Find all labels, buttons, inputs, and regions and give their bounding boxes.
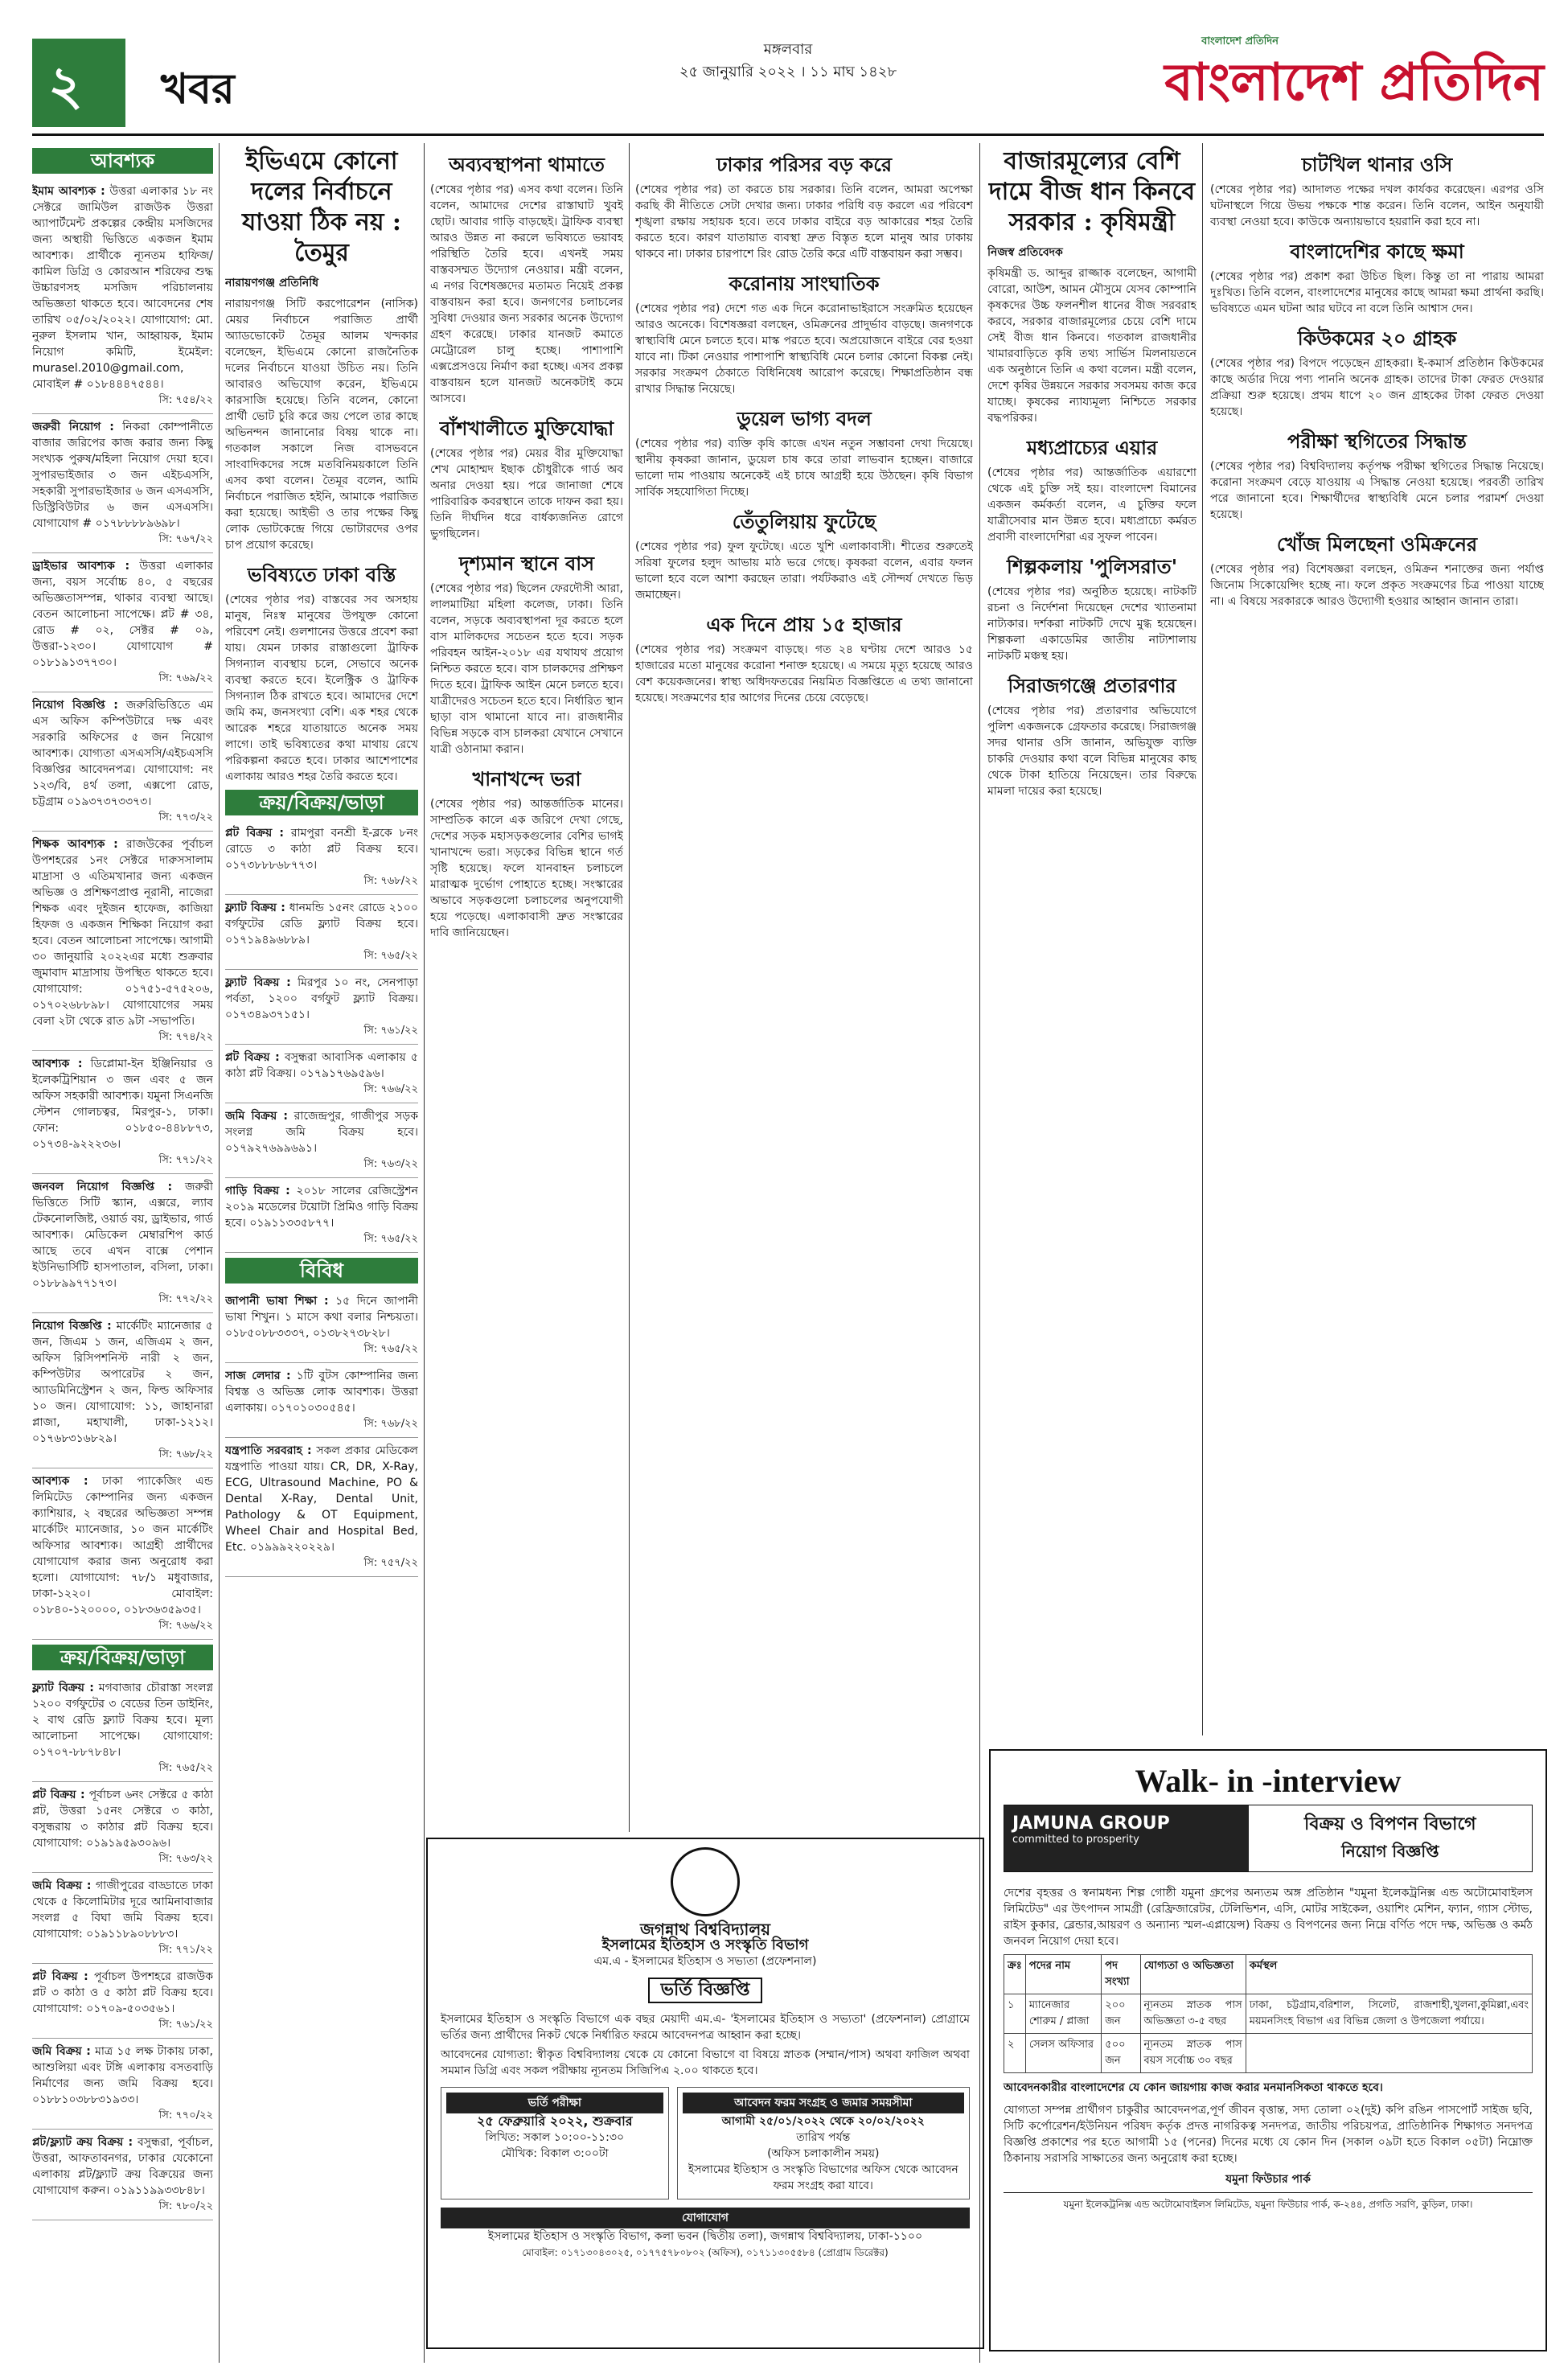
- classified-phone: ০১৮৫০৮৮৩৩৩৭, ০১৩৮২৭৩৮২৮।: [225, 1327, 390, 1340]
- classified-text: মার্কেটিং ম্যানেজার ৫ জন, জিএম ১ জন, এজিএম ২ জন, অফিস রিসিপশনিস্ট নারী ২ জন, কম্পিউটার অপারেটর ২ জন, অ্যাডমিনিস্ট্রেশন ২ জন, ফিল্ড অফিসার ১০ জন। যোগাযোগ: ১১, জাহানারা প্লাজা, মহাখালী, ঢাকা-১২১২।: [32, 1320, 213, 1429]
- classified-phone: যোগাযোগ: ০১৭০৯-৫০৩৫৬১।: [32, 2002, 175, 2015]
- date-block: [547, 39, 1029, 84]
- sale-header: ক্রয়/বিক্রয়/ভাড়া: [32, 1645, 213, 1670]
- walkin-title: Walk- in -interview: [1135, 1763, 1402, 1799]
- article-body: (শেষের পৃষ্ঠার পর) আন্তর্জাতিক মানের। সাম্প্রতিক কালে এক জরিপে দেখা গেছে, দেশের সড়ক মহাসড়কগুলোর বেশির ভাগই খানাখন্দে ভরা। সড়কের বিভিন্ন স্থানে গর্ত সৃষ্টি হয়েছে। ফলে যানবাহন চলাচলে মারাত্মক দুর্ভোগ পোহাতে হচ্ছে। সংস্কারের অভাবে সড়কগুলো চলাচলের অনুপযোগী হয়ে পড়েছে। এলাকাবাসী দ্রুত সংস্কারের দাবি জানিয়েছেন।: [430, 798, 623, 939]
- day: মঙ্গলবার: [763, 41, 813, 58]
- classified-text: ঢাকা প্যাকেজিং এন্ড লিমিটেড কোম্পানির জন্য একজন ক্যাশিয়ার, ২ বছরের অভিজ্ঞতা সম্পন্ন মার্কেটিং ম্যানেজার, ১০ জন মার্কেটিং অফিসার আবশ্যক। আগ্রহী প্রার্থীদের যোগাযোগ করার জন্য অনুরোধ করা হলো।: [32, 1475, 213, 1584]
- page-number: ২: [48, 54, 83, 117]
- classified-code: সি: ৭৫৭/২২: [363, 1557, 418, 1569]
- company-logo: [1004, 1805, 1249, 1871]
- classified-title: ফ্ল্যাট বিক্রয় :: [32, 1682, 94, 1694]
- classified-title: ড্রাইভার আবশ্যক :: [32, 560, 130, 573]
- university-logo-icon: [671, 1847, 740, 1916]
- admission-title: ভর্তি বিজ্ঞপ্তি: [648, 1978, 763, 2003]
- classified-item: [225, 820, 418, 895]
- headline-corona: করোনায় সাংঘাতিক: [729, 272, 880, 295]
- article-body: (শেষের পৃষ্ঠার পর) আন্তর্জাতিক এয়ারশো থেকে এই চুক্তি সই হয়। বাংলাদেশ বিমানের একজন কর্মকর্তা বলেন, এ চুক্তির ফলে যাত্রীসেবার মান উন্নত হবে। মধ্যপ্রাচ্যে কর্মরত প্রবাসী বাংলাদেশিরা এর সুফল পাবেন।: [987, 466, 1197, 544]
- admission-intro: ইসলামের ইতিহাস ও সংস্কৃতি বিভাগে এক বছর মেয়াদী এম.এ- 'ইসলামের ইতিহাস ও সভ্যতা' (প্রফেশনাল) প্রোগ্রামে ভর্তির জন্য প্রার্থীদের নিকট থেকে নির্ধারিত ফরমে আবেদনপত্র আহ্বান করা হচ্ছে।: [441, 2013, 970, 2042]
- classified-text: রাজেন্দ্রপুর, গাজীপুর সড়ক সংলগ্ন জমি বিক্রয় হবে।: [225, 1110, 418, 1139]
- classified-title: প্লট বিক্রয় :: [32, 1970, 88, 1983]
- classified-phone: ০১৮৮১০৩৮৮৩১৯৩৩।: [32, 2093, 139, 2106]
- classified-code: সি: ৭৬৬/২২: [158, 1620, 213, 1632]
- article-body: (শেষের পৃষ্ঠার পর) বাস্তবের সব অসহায় মানুষ, নিঃস্ব মানুষের উপযুক্ত কোনো পরিবেশ নেই। গুলশানের উত্তরে প্রবেশ করা যায়। যেমন ঢাকার রাস্তাগুলো ট্রাফিক সিগন্যাল ব্যবস্থায় চলে, সেভাবে অনেক ব্যবস্থা করতে হবে। ইলেক্ট্রিক ও ট্রাফিক সিগন্যাল ঠিক রাখতে হবে। আমাদের দেশে জমি কম, জনসংখ্যা বেশি। এক শহর থেকে আরেক শহরে যাতায়াতে অনেক সময় লাগে। তাই ভবিষ্যতের কথা মাথায় রেখে পরিকল্পনা করতে হবে। ঢাকার আশেপাশের এলাকায় আরও শহর তৈরি করতে হবে।: [225, 594, 418, 783]
- column-divider: [1202, 143, 1203, 1735]
- vacancy-table: [1004, 1954, 1533, 2073]
- classified-text: মগবাজার চৌরাস্তা সংলগ্ন ১২০০ বর্গফুটের ৩ বেডের তিন ডাইনিং, ২ বাথ রেডি ফ্ল্যাট বিক্রয় হবে। মূল্য আলোচনা সাপেক্ষে।: [32, 1682, 213, 1743]
- classified-title: আবশ্যক :: [32, 1058, 83, 1070]
- classified-phone: ০১৭৬৮৩১৬৮২৯।: [32, 1432, 117, 1445]
- column-2: [225, 143, 418, 2363]
- department-name: ইসলামের ইতিহাস ও সংস্কৃতি বিভাগ: [601, 1937, 809, 1953]
- classified-phone: যোগাযোগ # ০১৭৮৮৮৮৯৬৯৮।: [32, 517, 180, 530]
- classified-phone: ০১৯১১৩৩৫৮৭৭।: [249, 1217, 335, 1230]
- classified-item: [225, 895, 418, 970]
- article-body: (শেষের পৃষ্ঠার পর) প্রকাশ করা উচিত ছিল। কিন্তু তা না পারায় আমরা দুঃখিত। তিনি বলেন, বাংলাদেশের মানুষের কাছে আমরা ক্ষমা প্রার্থনা করছি। ভবিষ্যতে এমন ঘটনা আর ঘটবে না বলে তিনি আশ্বাস দেন।: [1210, 270, 1544, 315]
- exam-viva: মৌখিক: বিকাল ৩:০০টা: [500, 2147, 609, 2160]
- brand-name: বাংলাদেশ প্রতিদিন: [1164, 52, 1544, 113]
- classified-title: সাজ লেদার :: [225, 1370, 291, 1382]
- classified-text: পূর্বাচল ৬নং সেক্টরে ৫ কাঠা প্লট, উত্তরা ১৫নং সেক্টরে ৩ কাঠা, বসুন্ধরায় ৩ কাঠার প্লট বিক্রয় হবে।: [32, 1789, 213, 1834]
- classified-code: সি: ৭৬৮/২২: [363, 875, 418, 887]
- classified-code: সি: ৭৬৮/২২: [363, 1418, 418, 1430]
- headline-duel: ডুয়েল ভাগ্য বদল: [737, 407, 872, 430]
- university-name: জগন্নাথ বিশ্ববিদ্যালয়: [639, 1920, 771, 1939]
- classified-item: [32, 553, 213, 692]
- column-divider: [424, 143, 425, 2363]
- classified-title: প্লট বিক্রয় :: [32, 1789, 85, 1801]
- classified-item: [32, 832, 213, 1051]
- classified-title: জাপানী ভাষা শিক্ষা :: [225, 1295, 329, 1308]
- classified-item: [32, 1051, 213, 1174]
- exam-date: ২৫ ফেব্রুয়ারি ২০২২, শুক্রবার: [476, 2113, 633, 2129]
- classified-title: জরুরী নিয়োগ :: [32, 421, 114, 433]
- article-body: কৃষিমন্ত্রী ড. আব্দুর রাজ্জাক বলেছেন, আগামী বোরো, আউশ, আমন মৌসুমে যেসব কোম্পানি কৃষকদের উচ্চ ফলনশীল ধানের বীজ সরবরাহ করবে, সরকার বাজারমূল্যের চেয়ে বেশি দামে সেই বীজ ধান কিনবে। গতকাল রাজধানীর খামারবাড়িতে কৃষি তথ্য সার্ভিস মিলনায়তনে এক অনুষ্ঠানে তিনি এ কথা বলেন। মন্ত্রী বলেন, দেশে কৃষির উন্নয়নে সরকার সবসময় কাজ করে যাচ্ছে। কৃষকের ন্যায্যমূল্য নিশ্চিতে সরকার বদ্ধপরিকর।: [987, 267, 1197, 425]
- headline-evm: ইভিএমে কোনো দলের নির্বাচনে যাওয়া ঠিক নয় : তৈমুর: [241, 147, 402, 267]
- column-3: [430, 143, 623, 1832]
- brand-logo: [1126, 34, 1544, 115]
- company-tagline: committed to prosperity: [1012, 1834, 1139, 1846]
- department: বিক্রয় ও বিপণন বিভাগে: [1304, 1814, 1476, 1834]
- classified-title: প্লট/ফ্ল্যাট ক্রয় বিক্রয় :: [32, 2136, 133, 2149]
- table-cell: ১: [1004, 1994, 1026, 2034]
- form-time: (অফিস চলাকালীন সময়): [767, 2147, 880, 2160]
- classified-code: সি: ৭৬৫/২২: [363, 1343, 418, 1355]
- form-box: [677, 2087, 970, 2199]
- wanted-list: [32, 179, 213, 1640]
- classified-title: জমি বিক্রয় :: [32, 2045, 91, 2058]
- classified-phone: ০১৭৯২৭৬৯৯৬৯১।: [225, 1142, 318, 1155]
- classified-item: [32, 1468, 213, 1640]
- classified-text: গাজীপুরের বাড্ডাতে ঢাকা থেকে ৫ কিলোমিটার দূরে আমিনাবাজার সংলগ্ন ৫ বিঘা জমি বিক্রয় হবে।: [32, 1879, 213, 1924]
- classified-text: নিকরা কোম্পানীতে বাজার জরিপের কাজ করার জন্য কিছু সংখ্যক পুরুষ/মহিলা নিয়োগ দেয়া হবে। সুপারভাইজার ৩ জন এইচএসসি, সহকারী সুপারভাইজার ৬ জন এসএসসি, ডিস্ট্রিবিউটার ৬ জন এসএসসি।: [32, 421, 213, 514]
- classified-code: সি: ৭৬৬/২২: [363, 1083, 418, 1095]
- form-until: তারিখ পর্যন্ত: [796, 2131, 851, 2144]
- exam-label: ভর্তি পরীক্ষা: [446, 2093, 663, 2113]
- table-cell: ২: [1004, 2034, 1026, 2073]
- byline: নারায়ণগঞ্জ প্রতিনিধি: [225, 277, 319, 290]
- sale-list-2: [225, 820, 418, 1253]
- classified-title: নিয়োগ বিজ্ঞপ্তি :: [32, 699, 118, 712]
- walkin-note2: যোগ্যতা সম্পন্ন প্রার্থীগণ চাকুরীর আবেদনপত্র,পূর্ণ জীবন বৃত্তান্ত, সদ্য তোলা ০২(দুই) কপি রঙিন পাসপোর্ট সাইজ ছবি, সিটি কর্পোরেশন/ইউনিয়ন পরিষদ কর্তৃক প্রদত্ত নাগরিকত্ব সনদপত্র, জাতীয় পরিচয়পত্র, প্রাতিষ্ঠানিক শিক্ষাগত সনদপত্র বিজ্ঞপ্তি প্রকাশের পর হতে আগামী ১৫ (পনের) দিনের মধ্যে যে কোন দিন (সকাল ০৯টা হতে বিকাল ০৫টা) নিম্নোক্ত ঠিকানায় সরাসরি সাক্ষাতের জন্য অনুরোধ করা হচ্ছে।: [1004, 2104, 1533, 2165]
- classified-title: গাড়ি বিক্রয় :: [225, 1185, 290, 1197]
- column-4: [635, 143, 973, 1832]
- exam-box: [441, 2087, 669, 2199]
- classified-text: বসুন্ধরা আবাসিক এলাকায় ৫ কাঠা প্লট বিক্রয়।: [225, 1051, 418, 1080]
- classified-title: প্লট বিক্রয় :: [225, 827, 285, 840]
- classified-phone: ০১৭১৯৪৯৬৮৮৯।: [225, 934, 310, 947]
- classified-code: সি: ৭৬৭/২২: [158, 533, 213, 545]
- brand-small: বাংলাদেশ প্রতিদিন: [1201, 35, 1279, 47]
- classified-text: ধানমন্ডি ১৫নং রোডে ২১০০ বর্গফুটের রেডি ফ্ল্যাট বিক্রয় হবে।: [225, 902, 418, 930]
- classified-phone: যোগাযোগ # ০১৮১৯১৩৭৭৩০।: [32, 640, 213, 669]
- classified-item: [32, 1782, 213, 1873]
- classified-phone: ০১৭০১০৩০৫৪৫।: [270, 1402, 355, 1415]
- program-name: এম.এ - ইসলামের ইতিহাস ও সভ্যতা (প্রফেশনাল): [593, 1955, 817, 1968]
- article-body: (শেষের পৃষ্ঠার পর) অনুষ্ঠিত হয়েছে। নাটকটি রচনা ও নির্দেশনা দিয়েছেন দেশের খ্যাতনামা নাট্যকার। দর্শকরা নাটকটি দেখে মুগ্ধ হয়েছেন। শিল্পকলা একাডেমির জাতীয় নাট্যশালায় নাটকটি মঞ্চস্থ হয়।: [987, 585, 1197, 663]
- classified-title: প্লট বিক্রয় :: [225, 1051, 280, 1064]
- sale-header-2: ক্রয়/বিক্রয়/ভাড়া: [225, 790, 418, 815]
- classified-email[interactable]: murasel.2010@gmail.com,: [32, 362, 184, 375]
- classified-title: জমি বিক্রয় :: [225, 1110, 288, 1123]
- classified-code: সি: ৭৫৪/২২: [158, 394, 213, 406]
- classified-text: ২০১৮ সালের রেজিস্ট্রেশন ২০১৯ মডেলের টয়োটা প্রিমিও গাড়ি বিক্রয় হবে।: [225, 1185, 418, 1230]
- column-divider: [629, 143, 630, 1832]
- table-cell: ন্যূনতম স্নাতক পাস বয়স সর্বোচ্চ ৩০ বছর: [1140, 2034, 1246, 2073]
- classified-text: পূর্বাচল উপশহরে রাজউক প্লট ৩ কাঠা ও ৫ কাঠা প্লট বিক্রয় হবে।: [32, 1970, 213, 1999]
- classified-item: [32, 1964, 213, 2039]
- walkin-address: যমুনা ইলেকট্রনিক্স এন্ড অটোমোবাইলস লিমিটেড, যমুনা ফিউচার পার্ক, ক-২৪৪, প্রগতি সরণি, কুড়িল, ঢাকা।: [1004, 2192, 1533, 2212]
- article-body: (শেষের পৃষ্ঠার পর) দেশে গত এক দিনে করোনাভাইরাসে সংক্রমিত হয়েছেন আরও অনেকে। বিশেষজ্ঞরা বলছেন, ওমিক্রনের প্রাদুর্ভাব বাড়ছে। জনগণকে স্বাস্থ্যবিধি মেনে চলতে হবে। মাস্ক পরতে হবে। অপ্রয়োজনে বাইরে বের হওয়া যাবে না। টিকা নেওয়ার পাশাপাশি স্বাস্থ্যবিধি মেনে চলার কোনো বিকল্প নেই। সরকার সংক্রমণ ঠেকাতে বিধিনিষেধ আরোপ করেছে। শিক্ষাপ্রতিষ্ঠান বন্ধ রাখার সিদ্ধান্ত নিয়েছে।: [635, 302, 973, 396]
- headline-dhaka-slum: ভবিষ্যতে ঢাকা বস্তি: [247, 563, 396, 586]
- classified-code: সি: ৭৬৮/২২: [158, 1448, 213, 1460]
- classified-item: [32, 179, 213, 414]
- article-body: (শেষের পৃষ্ঠার পর) আদালত পক্ষের দখল কার্যকর করেছেন। এরপর ওসি ঘটনাস্থলে গিয়ে উভয় পক্ষকে শান্ত করেন। তিনি বলেন, আইন অনুযায়ী ব্যবস্থা নেওয়া হবে। কাউকে অন্যায়ভাবে হয়রানি করা হবে না।: [1210, 183, 1544, 228]
- article-body: (শেষের পৃষ্ঠার পর) বিশেষজ্ঞরা বলছেন, ওমিক্রন শনাক্তের জন্য পর্যাপ্ত জিনোম সিকোয়েন্সিং হচ্ছে না। ফলে প্রকৃত সংক্রমণের চিত্র পাওয়া যাচ্ছে না। এ বিষয়ে সরকারকে আরও উদ্যোগী হওয়ার আহ্বান জানান তারা।: [1210, 563, 1544, 608]
- classified-phone: যোগাযোগ: ৭৮/১ মধুবাজার, ঢাকা-১২২০। মোবাইল: ০১৮৪০-১২০০০০, ০১৮৩৬৩৫৯৩৫।: [32, 1571, 213, 1616]
- classified-item: [32, 1313, 213, 1468]
- classified-item: [225, 1363, 418, 1438]
- classified-text: ১৫ দিনে জাপানী ভাষা শিখুন। ১ মাসে কথা বলার নিশ্চয়তা।: [225, 1295, 418, 1324]
- headline-qcoom: কিউকমের ২০ গ্রাহক: [1297, 327, 1457, 350]
- headline-potholes: খানাখন্দে ভরা: [472, 767, 581, 791]
- article-body: (শেষের পৃষ্ঠার পর) মেয়র বীর মুক্তিযোদ্ধা শেখ মোহাম্মদ ইছাক চৌধুরীকে গার্ড অব অনার দেওয়া হয়। পরে জানাজা শেষে পারিবারিক কবরস্থানে তাকে দাফন করা হয়। তিনি দীর্ঘদিন ধরে বার্ধক্যজনিত রোগে ভুগছিলেন।: [430, 447, 623, 540]
- company-name: JAMUNA GROUP: [1012, 1813, 1170, 1834]
- classified-title: ইমাম আবশ্যক :: [32, 185, 105, 198]
- table-row: [1004, 1994, 1533, 2034]
- classified-item: [225, 970, 418, 1045]
- wanted-header: আবশ্যক: [32, 148, 213, 174]
- classified-code: সি: ৭৭২/২২: [158, 1293, 213, 1305]
- article-body: (শেষের পৃষ্ঠার পর) বিশ্ববিদ্যালয় কর্তৃপক্ষ পরীক্ষা স্থগিতের সিদ্ধান্ত নিয়েছে। করোনা সংক্রমণ বেড়ে যাওয়ায় এ সিদ্ধান্ত নেওয়া হয়েছে। পরবর্তী তারিখ পরে জানানো হবে। শিক্ষার্থীদের স্বাস্থ্যবিধি মেনে চলার পরামর্শ দেওয়া হয়েছে।: [1210, 460, 1544, 521]
- classified-item: [225, 1288, 418, 1363]
- classified-code: সি: ৭৭৪/২২: [158, 1031, 213, 1043]
- classified-phone: যোগাযোগ: ০১৭৫১-৫৭৫২০৬, ০১৭০২৬৮৮৯৮। যোগাযোগের সময় বেলা ২টা থেকে রাত ৯টা -সভাপতি।: [32, 983, 213, 1028]
- misc-list: [225, 1288, 418, 1577]
- classified-text: রামপুরা বনশ্রী ই-ব্লকে ৮নং রোডে ৩ কাঠা প্লট বিক্রয় হবে।: [225, 827, 418, 856]
- article-body: (শেষের পৃষ্ঠার পর) সংক্রমণ বাড়ছে। গত ২৪ ঘণ্টায় দেশে আরও ১৫ হাজারের মতো মানুষের করোনা শনাক্ত হয়েছে। এ সময়ে মৃত্যু হয়েছে আরও বেশ কয়েকজনের। স্বাস্থ্য অধিদফতরের নিয়মিত বিজ্ঞপ্তিতে এ তথ্য জানানো হয়েছে। সংক্রমণের হার আগের দিনের চেয়ে বেড়েছে।: [635, 643, 973, 704]
- classified-code: সি: ৭৬৫/২২: [363, 1233, 418, 1245]
- article-body: (শেষের পৃষ্ঠার পর) প্রতারণার অভিযোগে পুলিশ একজনকে গ্রেফতার করেছে। সিরাজগঞ্জ সদর থানার ওসি জানান, অভিযুক্ত ব্যক্তি চাকরি দেওয়ার কথা বলে বিভিন্ন মানুষের কাছ থেকে টাকা হাতিয়ে নিয়েছেন। তার বিরুদ্ধে মামলা দায়ের করা হয়েছে।: [987, 704, 1197, 798]
- column-5: [987, 143, 1197, 1735]
- classified-item: [32, 2130, 213, 2220]
- classified-title: নিয়োগ বিজ্ঞপ্তি :: [32, 1320, 112, 1333]
- table-cell: সেলস অফিসার: [1025, 2034, 1101, 2073]
- article-body: (শেষের পৃষ্ঠার পর) ফুল ফুটেছে। এতে খুশি এলাকাবাসী। শীতের শুরুতেই সরিষা ফুলের হলুদ আভায় মাঠ ভরে গেছে। কৃষকরা বলেন, এবার ফলন ভালো হবে বলে আশা করছেন তারা। পর্যটকরাও এই সৌন্দর্য দেখতে ভিড় জমাচ্ছেন।: [635, 540, 973, 602]
- classified-item: [32, 1174, 213, 1313]
- walkin-intro: দেশের বৃহত্তর ও স্বনামধন্য শিল্প গোষ্ঠী যমুনা গ্রুপের অন্যতম অঙ্গ প্রতিষ্ঠান "যমুনা ইলেকট্রনিক্স এন্ড অটোমোবাইলস লিমিটেড" এর উৎপাদন সামগ্রী (রেফ্রিজারেটর, টেলিভিশন, এসি, মোটর সাইকেল, ওয়াশিং মেশিন, ফ্যান, গ্যাস স্টোভ, রাইস কুকার, ব্লেন্ডার,আয়রণ ও অন্যান্য স্মল-এপ্লায়েন্স) বিক্রয় ও বিপণনের জন্য নিম্নে বর্ণিত পদে দক্ষ, অভিজ্ঞ ও কর্মঠ জনবল নিয়োগ দেয়া হবে।: [1004, 1887, 1533, 1948]
- classified-text: উত্তরা এলাকার ১৮ নং সেক্টরে জামিউল রাজউক উত্তরা অ্যাপার্টমেন্ট প্রকল্পের কেন্দ্রীয় মসজিদের জন্য অস্থায়ী ভিত্তিতে একজন ইমাম আবশ্যক। প্রার্থীকে ন্যূনতম হাফিজ/কামিল ডিগ্রি ও কোরআন শরিফের শুদ্ধ উচ্চারণসহ মসজিদ পরিচালনায় অভিজ্ঞতা থাকতে হবে। আবেদনের শেষ তারিখ ০৫/০২/২০২২। যোগাযোগ: মো. নুরুল ইসলাম খান, আহ্বায়ক, ইমাম নিয়োগ কমিটি, ইমেইল:: [32, 185, 213, 359]
- notice-label: নিয়োগ বিজ্ঞপ্তি: [1341, 1842, 1439, 1861]
- classifieds-column: [32, 143, 213, 2363]
- classified-phone: ০১৮৮৯৯৭৭১৭৩।: [32, 1277, 117, 1290]
- classified-phone: যোগাযোগ: নং ১২৩/বি, ৪র্থ তলা, এক্সপো রোড, চট্টগ্রাম ০১৯৩৭৩৭৩৩৭৩।: [32, 763, 213, 808]
- article-body: নারায়ণগঞ্জ সিটি করপোরেশন (নাসিক) মেয়র নির্বাচনে পরাজিত প্রার্থী অ্যাডভোকেট তৈমূর আলম খন্দকার বলেছেন, ইভিএমে কোনো রাজনৈতিক দলের নির্বাচনে যাওয়া উচিত নয়। তিনি আবারও অভিযোগ করেন, ইভিএমে কারসাজি হয়েছে। তিনি বলেন, কোনো প্রার্থী ভোট চুরি করে জয় পেলে তার কাছে অভিনন্দন জানানোর বিষয় থাকে না। গতকাল সকালে নিজ বাসভবনে সাংবাদিকদের সঙ্গে মতবিনিময়কালে তিনি এসব কথা বলেন। তৈমূর বলেন, আমি নির্বাচনে পরাজিত হইনি, আমাকে পরাজিত করা হয়েছে। আইভী ও তার পক্ষের কিছু লোক ভোটকেন্দ্রে গিয়ে ভোটারদের ওপর চাপ প্রয়োগ করেছে।: [225, 298, 418, 552]
- headline-chatkhil: চাটখিল থানার ওসি: [1301, 153, 1453, 176]
- classified-text: উত্তরা এলাকার জন্য, বয়স সর্বোচ্চ ৪০, ৫ বছরের অভিজ্ঞতাসম্পন্ন, থাকার ব্যবস্থা আছে। বেতন আলোচনা সাপেক্ষে। প্লট # ৩৪, রোড # ০২, সেক্টর # ০৯, উত্তরা-১২৩০।: [32, 560, 213, 653]
- column-divider: [219, 143, 220, 2363]
- section-title: খবর: [161, 64, 235, 113]
- headline-mismanagement: অব্যবস্থাপনা থামাতে: [449, 153, 605, 176]
- classified-code: সি: ৭৬১/২২: [363, 1025, 418, 1037]
- classified-item: [32, 2039, 213, 2130]
- masthead-rule: [32, 133, 1544, 136]
- contact-label: যোগাযোগ: [441, 2208, 970, 2228]
- classified-item: [32, 414, 213, 553]
- date: ২৫ জানুয়ারি ২০২২ । ১১ মাঘ ১৪২৮: [679, 64, 897, 80]
- byline: নিজস্ব প্রতিবেদক: [987, 246, 1063, 259]
- headline-sirajganj: সিরাজগঞ্জে প্রতারণার: [1008, 674, 1176, 697]
- classified-code: সি: ৭৮০/২২: [158, 2200, 213, 2212]
- classified-text: ডিপ্লোমা-ইন ইঞ্জিনিয়ার ও ইলেকট্রিশিয়ান ৩ জন এবং ৫ জন অফিস সহকারী আবশ্যক। যমুনা সিএনজি স্টেশন গোলচত্বর, মিরপুর-১, ঢাকা।: [32, 1058, 213, 1119]
- walkin-interview-ad: [989, 1749, 1547, 2351]
- headline-seed-paddy: বাজারমূল্যের বেশি দামে বীজ ধান কিনবে সরকার : কৃষিমন্ত্রী: [988, 147, 1196, 236]
- classified-code: সি: ৭৭০/২২: [158, 2109, 213, 2121]
- headline-exam: পরীক্ষা স্থগিতের সিদ্ধান্ত: [1287, 429, 1467, 453]
- exam-written: লিখিত: সকাল ১০:০০-১১:৩০: [485, 2131, 625, 2144]
- form-date: আগামী ২৫/০১/২০২২ থেকে ২০/০২/২০২২: [721, 2115, 925, 2128]
- headline-tetulia: তেঁতুলিয়ায় ফুটেছে: [732, 510, 876, 533]
- form-collect: ইসলামের ইতিহাস ও সংস্কৃতি বিভাগের অফিস থেকে আবেদন ফরম সংগ্রহ করা যাবে।: [688, 2163, 958, 2192]
- classified-item: [32, 1873, 213, 1964]
- classified-title: জমি বিক্রয় :: [32, 1879, 92, 1892]
- classified-code: সি: ৭৬৫/২২: [363, 950, 418, 962]
- classified-code: সি: ৭৬৩/২২: [158, 1853, 213, 1865]
- classified-code: সি: ৭৭১/২২: [158, 1944, 213, 1956]
- headline-banshkhali: বাঁশখালীতে মুক্তিযোদ্ধা: [439, 417, 614, 440]
- classified-title: যন্ত্রপাতি সরবরাহ :: [225, 1444, 312, 1457]
- article-body: (শেষের পৃষ্ঠার পর) বিপদে পড়েছেন গ্রাহকরা। ই-কমার্স প্রতিষ্ঠান কিউকমের কাছে অর্ডার দিয়ে পণ্য পাননি অনেক গ্রাহক। তাদের টাকা ফেরত দেওয়ার প্রক্রিয়া শুরু হয়েছে। প্রথম ধাপে ২০ জন গ্রাহকের টাকা ফেরত দেওয়া হয়েছে।: [1210, 357, 1544, 418]
- classified-code: সি: ৭৬৫/২২: [158, 1762, 213, 1774]
- contact-phone: মোবাইল: ০১৭১৩০৪৩০২৫, ০১৭৭৫৭৮০৮০২ (অফিস), ০১৭১১৩০৫৫৮৪ (প্রোগ্রাম ডিরেক্টর): [522, 2247, 889, 2258]
- headline-middle-east: মধ্যপ্রাচ্যের এয়ার: [1026, 436, 1158, 459]
- headline-omicron: খোঁজ মিলছেনা ওমিক্রনের: [1276, 532, 1478, 556]
- classified-item: [32, 692, 213, 832]
- table-header: ক্রঃ: [1004, 1955, 1026, 1994]
- table-cell: ৫০০ জন: [1102, 2034, 1140, 2073]
- masthead: [32, 14, 1544, 135]
- classified-title: আবশ্যক :: [32, 1475, 88, 1488]
- classified-item: [32, 1675, 213, 1782]
- column-6: [1210, 143, 1544, 1735]
- classified-text: মাত্র ১৫ লক্ষ টাকায় ঢাকা, আশুলিয়া এবং টঙ্গি এলাকায় বসতবাড়ি নির্মাণের জন্য জমি বিক্রয় হবে।: [32, 2045, 213, 2090]
- sale-list: [32, 1675, 213, 2220]
- table-header: যোগ্যতা ও অভিজ্ঞতা: [1140, 1955, 1246, 1994]
- headline-shilpakala: শিল্পকলায় 'পুলিসরাত': [1006, 555, 1178, 578]
- contact-address: ইসলামের ইতিহাস ও সংস্কৃতি বিভাগ, কলা ভবন (দ্বিতীয় তলা), জগন্নাথ বিশ্ববিদ্যালয়, ঢাকা-১১০০: [487, 2230, 923, 2243]
- classified-phone: যোগাযোগ: ০১৯১৯৫৯৩০৯৬।: [32, 1837, 171, 1850]
- walkin-note1: আবেদনকারীর বাংলাদেশের যে কোন জায়গায় কাজ করার মনমানসিকতা থাকতে হবে।: [1004, 2081, 1383, 2094]
- headline-dhaka-area: ঢাকার পরিসর বড় করে: [716, 153, 893, 176]
- table-cell: ন্যূনতম স্নাতক পাস অভিজ্ঞতা ৩-৫ বছর: [1140, 1994, 1246, 2034]
- classified-phone: ০১৭৩৮৮৮৬৮৭৭৩।: [225, 859, 318, 872]
- classified-code: সি: ৭৬৩/২২: [363, 1158, 418, 1170]
- classified-text: মিরপুর ১০ নং, সেনপাড়া পর্বতা, ১২০০ বর্গফুট ফ্ল্যাট বিক্রয়।: [225, 976, 418, 1005]
- table-cell: ২০০ জন: [1102, 1994, 1140, 2034]
- form-label: আবেদন ফরম সংগ্রহ ও জমার সময়সীমা: [683, 2093, 964, 2113]
- classified-code: সি: ৭৬১/২২: [158, 2019, 213, 2031]
- classified-title: ফ্ল্যাট বিক্রয় :: [225, 902, 285, 914]
- classified-phone: যোগাযোগ: ০১৯১১৮৯০৮৮৮৩।: [32, 1928, 179, 1941]
- classified-text: বসুন্ধরা, পূর্বাচল, উত্তরা, আফতাবনগর, ঢাকার যেকোনো এলাকায় প্লট/ফ্ল্যাট ক্রয় বিক্রয়ের জন্য যোগাযোগ করুন।: [32, 2136, 213, 2197]
- table-header: পদের নাম: [1025, 1955, 1101, 1994]
- headline-15k: এক দিনে প্রায় ১৫ হাজার: [706, 613, 902, 636]
- table-row: [1004, 2034, 1533, 2073]
- classified-text: রাজউকের পূর্বাচল উপশহরের ১নং সেক্টরে দারুসসালাম মাদ্রাসা ও এতিমখানার জন্য একজন অভিজ্ঞ ও প্রশিক্ষণপ্রাপ্ত নূরানী, নাজেরা শিক্ষক এবং দুইজন হাফেজ, কাজিয়া হিফজ ও একজন শিক্ষিকা নিয়োগ করা হবে। বেতন আলোচনা সাপেক্ষে। আগামী ৩০ জানুয়ারি ২০২২এর মধ্যে শুক্রবার জুমাবাদ মাদ্রাসায় উপস্থিত থাকতে হবে।: [32, 838, 213, 980]
- table-header: কর্মস্থল: [1246, 1955, 1532, 1994]
- address-label: যমুনা ফিউচার পার্ক: [1225, 2173, 1311, 2186]
- article-body: (শেষের পৃষ্ঠার পর) ছিলেন ফেরদৌসী আরা, লালমাটিয়া মহিলা কলেজ, ঢাকা। তিনি বলেন, সড়কে অব্যবস্থাপনা দূর করতে হলে বাস মালিকদের সচেতন হতে হবে। সড়ক পরিবহন আইন-২০১৮ এর যথাযথ প্রয়োগ নিশ্চিত করতে হবে। বাস চালকদের প্রশিক্ষণ দিতে হবে। ট্রাফিক আইন মেনে চলতে হবে। যাত্রীদেরও সচেতন হতে হবে। নির্ধারিত স্থান ছাড়া বাস থামানো যাবে না। রাজধানীর বিভিন্ন সড়কে বাস চালকরা যেখানে সেখানে যাত্রী ওঠানামা করান।: [430, 582, 623, 756]
- classified-phone: ০১৭৩৪৯৩৭১৫১।: [225, 1008, 310, 1021]
- classified-phone: ০১৭৯১৭৬৯৫৯৬।: [299, 1067, 384, 1080]
- classified-title: ফ্ল্যাট বিক্রয় :: [225, 976, 291, 989]
- article-body: (শেষের পৃষ্ঠার পর) তা করতে চায় সরকার। তিনি বলেন, আমরা অপেক্ষা করছি কী নীতিতে সেটা দেখার জন্য। ঢাকার পরিধি বড় করলে এর পরিবেশ শৃঙ্খলা রক্ষায় সহায়ক হবে। তবে ঢাকার বাইরে বড় আকারের শহর তৈরি করতে হবে। কারণ যাতায়াত ব্যবস্থা দ্রুত বিস্তৃত হলে মানুষ আর ঢাকায় থাকবে না। ঢাকার চারপাশে রিং রোড তৈরি করে এটি বাস্তবায়ন করা সম্ভব।: [635, 183, 973, 261]
- table-cell: [1246, 2034, 1532, 2073]
- classified-text: জরুরিভিত্তিতে এম এস অফিস কম্পিউটারে দক্ষ এবং সরকারি অফিসের ৫ জন নিয়োগ আবশ্যক। যোগ্যতা এসএসসি/এইচএসসি বিজ্ঞপ্তির আবেদনপত্র।: [32, 699, 213, 776]
- classified-phone: ফোন: ০১৮৫০-৪৪৮৮৭৩, ০১৭৩৪-৯২২২৩৬।: [32, 1122, 213, 1151]
- table-cell: ম্যানেজার শোরুম / প্লাজা: [1025, 1994, 1101, 2034]
- article-body: (শেষের পৃষ্ঠার পর) ব্যক্তি কৃষি কাজে এখন নতুন সম্ভাবনা দেখা দিয়েছে। স্থানীয় কৃষকরা জানান, ডুয়েল চাষ করে তারা লাভবান হচ্ছেন। বাজারে ভালো দাম পাওয়ায় অনেকেই এই চাষে আগ্রহী হয়ে উঠছেন। কৃষি বিভাগ সার্বিক সহযোগিতা দিচ্ছে।: [635, 437, 973, 499]
- classified-text: জরুরী ভিত্তিতে সিটি স্ক্যান, এক্সরে, ল্যাব টেকনোলজিষ্ট, ওয়ার্ড বয়, ড্রাইভার, গার্ড আবশ্যক। মেডিকেল মেম্বারশিপ কার্ড আছে তবে এখন বাক্সে পেশান ইউনিভার্সিটি হাসপাতাল, বসিলা, ঢাকা।: [32, 1181, 213, 1274]
- classified-phone: মোবাইল # ০১৮৪৪৪৭৫৪৪।: [32, 378, 164, 391]
- article-body: (শেষের পৃষ্ঠার পর) এসব কথা বলেন। তিনি বলেন, আমাদের দেশের রাস্তাঘাট খুবই ছোট। আবার গাড়ি বাড়ছেই। ট্রাফিক ব্যবস্থা আরও উন্নত না করলে ভবিষ্যতে ভয়াবহ পরিস্থিতি তৈরি হবে। এখনই সময় বাস্তবসম্মত উদ্যোগ নেওয়ার। মন্ত্রী বলেন, এ নগর বিশেষজ্ঞদের মতামত নিয়েই প্রকল্প বাস্তবায়ন করা হবে। জনগণের চলাচলের সুবিধা দেওয়ার জন্য সরকার অনেক উদ্যোগ গ্রহণ করেছে। ঢাকার যানজট কমাতে মেট্রোরেল চালু হচ্ছে। পাশাপাশি এক্সপ্রেসওয়ে নির্মাণ করা হচ্ছে। এসব প্রকল্প বাস্তবায়ন হলে যানজট অনেকটাই কমে আসবে।: [430, 183, 623, 405]
- classified-phone: ০১৯১১৯৯৩৩৮৪৮।: [113, 2184, 205, 2197]
- classified-phone: ০১৯৯৯২২০২২৯।: [249, 1541, 335, 1554]
- headline-apology: বাংলাদেশির কাছে ক্ষমা: [1290, 240, 1464, 263]
- classified-code: সি: ৭৬৯/২২: [158, 672, 213, 684]
- classified-text: সকল প্রকার মেডিকেল যন্ত্রপাতি পাওয়া যায়। CR, DR, X-Ray, ECG, Ultrasound Machine, PO & Dental X-Ray, Dental Unit, Pathology & OT Equipment, Wheel Chair and Hospital Bed, Etc.: [225, 1444, 418, 1554]
- classified-code: সি: ৭৭৩/২২: [158, 811, 213, 824]
- classified-item: [225, 1045, 418, 1103]
- classified-code: সি: ৭৭১/২২: [158, 1154, 213, 1166]
- classified-item: [225, 1438, 418, 1577]
- classified-phone: যোগাযোগ: ০১৭০৭-৮৮৭৮৪৮।: [32, 1730, 213, 1759]
- headline-bus: দৃশ্যমান স্থানে বাস: [458, 552, 595, 575]
- table-cell: ঢাকা, চট্টগ্রাম,বরিশাল, সিলেট, রাজশাহী,খুলনা,কুমিল্লা,এবং ময়মনসিংহ বিভাগ এর বিভিন্ন জেলা ও উপজেলা পর্যায়ে।: [1246, 1994, 1532, 2034]
- classified-title: শিক্ষক আবশ্যক :: [32, 838, 118, 851]
- admission-ad: [426, 1838, 984, 2349]
- misc-header: বিবিধ: [225, 1258, 418, 1284]
- classified-title: জনবল নিয়োগ বিজ্ঞপ্তি :: [32, 1181, 173, 1193]
- table-header: পদ সংখ্যা: [1102, 1955, 1140, 1994]
- classified-item: [225, 1103, 418, 1178]
- classified-item: [225, 1178, 418, 1253]
- admission-eligibility: আবেদনের যোগ্যতা: স্বীকৃত বিশ্ববিদ্যালয় থেকে যে কোনো বিভাগে বা বিষয়ে স্নাতক (সম্মান/পাস) অথবা ফাজিল অথবা সমমান ডিগ্রি এবং সকল পরীক্ষায় ন্যূনতম সিজিপিএ ২.০০ থাকতে হবে।: [441, 2048, 970, 2077]
- classified-text: ১টি বুটস কোম্পানির জন্য বিশ্বস্ত ও অভিজ্ঞ লোক আবশ্যক। উত্তরা এলাকায়।: [225, 1370, 418, 1415]
